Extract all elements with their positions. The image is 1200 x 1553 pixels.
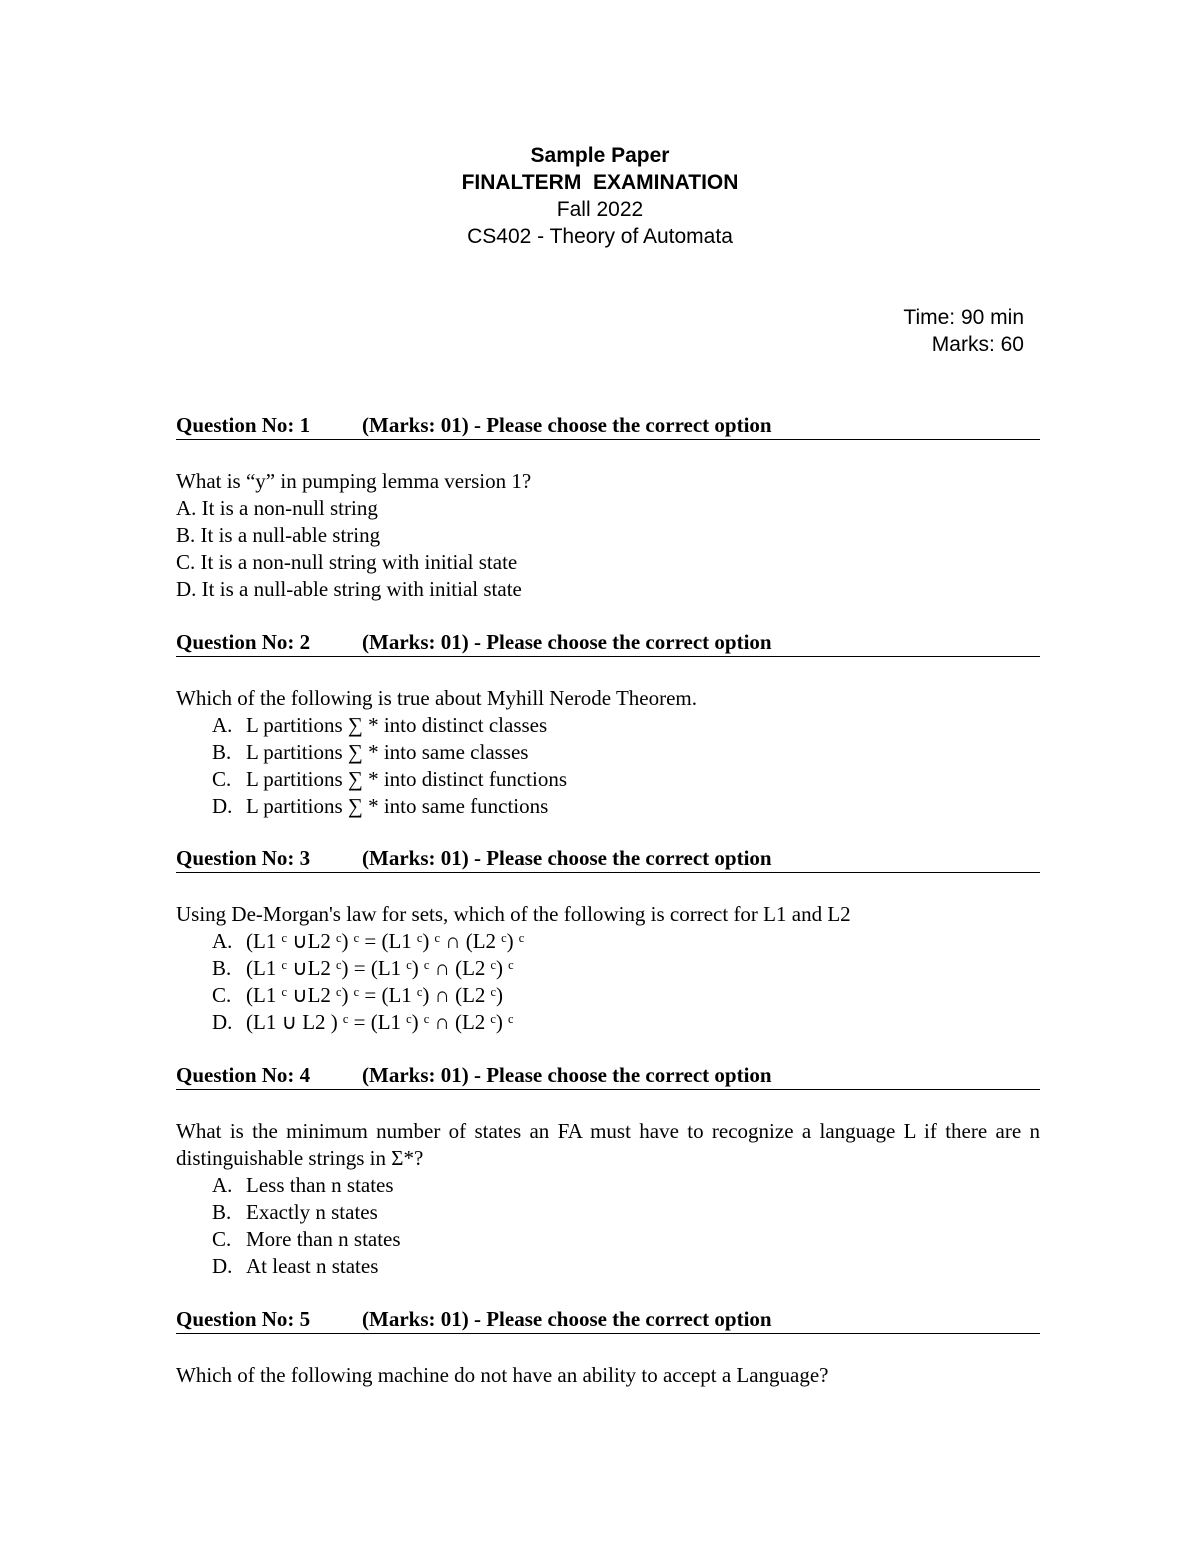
- option-b: [176, 955, 1040, 982]
- question-heading: [176, 412, 1040, 440]
- option-text: Exactly n states: [246, 1200, 378, 1224]
- question-heading: [176, 629, 1040, 657]
- question-number: Question No: 5: [176, 1307, 311, 1331]
- exam-term: Fall 2022: [556, 198, 644, 221]
- question-2: [176, 629, 1040, 820]
- paper-header: [0, 142, 1200, 250]
- question-heading: [176, 1306, 1040, 1334]
- question-heading: [176, 1062, 1040, 1090]
- question-text: Using De-Morgan's law for sets, which of the following is correct for L1 and L2: [176, 902, 851, 926]
- option-d: [176, 1009, 1040, 1036]
- option-letter: B.: [212, 740, 232, 764]
- question-4: [176, 1062, 1040, 1280]
- option-b: [176, 739, 1040, 766]
- question-marks: (Marks: 01) - Please choose the correct option: [362, 1307, 772, 1331]
- option-text: (L1 ᶜ ∪L2 ᶜ) = (L1 ᶜ) ᶜ ∩ (L2 ᶜ) ᶜ: [246, 956, 514, 980]
- option-b: [176, 1199, 1040, 1226]
- option-text: L partitions ∑ * into distinct functions: [246, 767, 567, 791]
- option-letter: B.: [212, 956, 232, 980]
- option-b: B. It is a null-able string: [176, 523, 381, 547]
- question-text: What is “y” in pumping lemma version 1?: [176, 469, 532, 493]
- option-d: D. It is a null-able string with initial state: [176, 577, 522, 601]
- question-5: [176, 1306, 1040, 1389]
- question-marks: (Marks: 01) - Please choose the correct option: [362, 846, 772, 870]
- option-text: Less than n states: [246, 1173, 394, 1197]
- exam-time: Time: 90 min: [903, 306, 1024, 329]
- option-text: L partitions ∑ * into distinct classes: [246, 713, 548, 737]
- option-letter: D.: [212, 1254, 233, 1278]
- option-c: [176, 766, 1040, 793]
- option-letter: C.: [212, 1227, 232, 1251]
- option-a: [176, 928, 1040, 955]
- option-letter: C.: [212, 767, 232, 791]
- question-marks: (Marks: 01) - Please choose the correct option: [362, 413, 772, 437]
- question-number: Question No: 3: [176, 846, 311, 870]
- question-1: [176, 412, 1040, 603]
- exam-marks: Marks: 60: [931, 333, 1024, 356]
- option-a: [176, 712, 1040, 739]
- question-number: Question No: 1: [176, 413, 311, 437]
- option-text: (L1 ᶜ ∪L2 ᶜ) ᶜ = (L1 ᶜ) ∩ (L2 ᶜ): [246, 983, 504, 1007]
- option-text: More than n states: [246, 1227, 401, 1251]
- option-letter: A.: [212, 929, 233, 953]
- question-text: What is the minimum number of states an FA must have to recognize a language L if there are n distinguishable strings in Σ*?: [176, 1119, 1040, 1170]
- option-text: At least n states: [246, 1254, 379, 1278]
- paper-title: Sample Paper: [530, 144, 670, 167]
- question-marks: (Marks: 01) - Please choose the correct option: [362, 630, 772, 654]
- option-letter: B.: [212, 1200, 232, 1224]
- question-marks: (Marks: 01) - Please choose the correct option: [362, 1063, 772, 1087]
- option-letter: A.: [212, 1173, 233, 1197]
- question-number: Question No: 2: [176, 630, 311, 654]
- question-text: Which of the following is true about Myhill Nerode Theorem.: [176, 686, 697, 710]
- course-title: CS402 - Theory of Automata: [467, 225, 733, 248]
- exam-meta: [903, 304, 1024, 358]
- option-c: [176, 1226, 1040, 1253]
- question-number: Question No: 4: [176, 1063, 311, 1087]
- option-text: L partitions ∑ * into same functions: [246, 794, 549, 818]
- option-text: (L1 ᶜ ∪L2 ᶜ) ᶜ = (L1 ᶜ) ᶜ ∩ (L2 ᶜ) ᶜ: [246, 929, 525, 953]
- question-3: [176, 845, 1040, 1036]
- option-letter: A.: [212, 713, 233, 737]
- exam-name: FINALTERM EXAMINATION: [461, 171, 739, 194]
- option-text: (L1 ∪ L2 ) ᶜ = (L1 ᶜ) ᶜ ∩ (L2 ᶜ) ᶜ: [246, 1010, 514, 1034]
- option-c: C. It is a non-null string with initial state: [176, 550, 518, 574]
- question-heading: [176, 845, 1040, 873]
- option-a: A. It is a non-null string: [176, 496, 378, 520]
- option-d: [176, 793, 1040, 820]
- option-letter: D.: [212, 794, 233, 818]
- option-c: [176, 982, 1040, 1009]
- option-a: [176, 1172, 1040, 1199]
- option-d: [176, 1253, 1040, 1280]
- question-text: Which of the following machine do not have an ability to accept a Language?: [176, 1363, 829, 1387]
- option-letter: C.: [212, 983, 232, 1007]
- option-text: L partitions ∑ * into same classes: [246, 740, 529, 764]
- option-letter: D.: [212, 1010, 233, 1034]
